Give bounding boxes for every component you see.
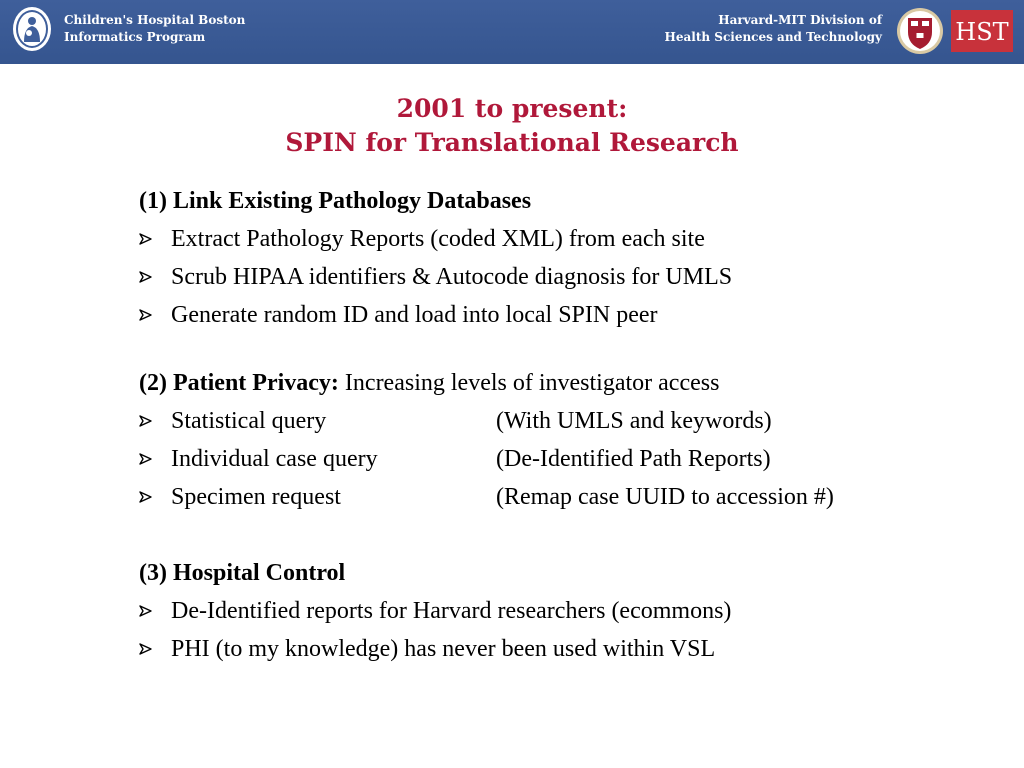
section-heading-bold: (2) Patient Privacy: (139, 370, 339, 396)
bullet-detail: (With UMLS and keywords) (496, 408, 772, 434)
arrow-right-icon (139, 309, 153, 321)
bullet-text: Statistical query (171, 408, 327, 434)
hst-logo-text: HST (955, 18, 1009, 46)
section-heading (139, 182, 999, 220)
arrow-right-icon (139, 491, 153, 503)
section-spacer (139, 516, 999, 554)
arrow-right-icon (139, 453, 153, 465)
bullet-item (139, 440, 999, 478)
hospital-name-line1: Children's Hospital Boston (64, 13, 246, 27)
arrow-right-icon (139, 271, 153, 283)
title-line2: SPIN for Translational Research (285, 128, 739, 157)
bullet-text: Specimen request (171, 484, 341, 510)
bullet-item (139, 630, 999, 668)
section-heading-rest: Increasing levels of investigator access (338, 370, 720, 396)
section-heading-bold: (1) Link Existing Pathology Databases (139, 188, 532, 214)
harvard-shield-icon (896, 7, 944, 55)
bullet-text: Scrub HIPAA identifiers & Autocode diagnosis for UMLS (171, 264, 733, 290)
bullet-detail: (Remap case UUID to accession #) (496, 484, 834, 510)
title-line1: 2001 to present: (396, 94, 628, 123)
bullet-text: Individual case query (171, 446, 378, 472)
slide-title (0, 92, 1024, 160)
arrow-right-icon (139, 643, 153, 655)
section-heading (139, 554, 999, 592)
bullet-text: Generate random ID and load into local SPIN peer (171, 302, 658, 328)
section-link-databases (139, 182, 999, 334)
header-bar (0, 0, 1024, 64)
hospital-seal-icon (12, 6, 52, 52)
division-name-line2: Health Sciences and Technology (664, 30, 882, 44)
section-spacer (139, 334, 999, 364)
bullet-item (139, 478, 999, 516)
division-name (665, 12, 882, 46)
section-hospital-control (139, 554, 999, 668)
arrow-right-icon (139, 233, 153, 245)
slide-body (139, 182, 999, 668)
hospital-name-line2: Informatics Program (64, 30, 206, 44)
bullet-item (139, 220, 999, 258)
section-heading (139, 364, 999, 402)
bullet-item (139, 592, 999, 630)
arrow-right-icon (139, 605, 153, 617)
division-name-line1: Harvard-MIT Division of (718, 13, 882, 27)
hst-logo (951, 10, 1013, 52)
hospital-name (64, 12, 245, 46)
bullet-item (139, 258, 999, 296)
bullet-text: De-Identified reports for Harvard researchers (ecommons) (171, 598, 732, 624)
bullet-detail: (De-Identified Path Reports) (496, 446, 771, 472)
bullet-text: Extract Pathology Reports (coded XML) from each site (171, 226, 705, 252)
section-heading-bold: (3) Hospital Control (139, 560, 346, 586)
bullet-item (139, 402, 999, 440)
bullet-text: PHI (to my knowledge) has never been used within VSL (171, 636, 716, 662)
arrow-right-icon (139, 415, 153, 427)
section-patient-privacy (139, 364, 999, 516)
bullet-item (139, 296, 999, 334)
